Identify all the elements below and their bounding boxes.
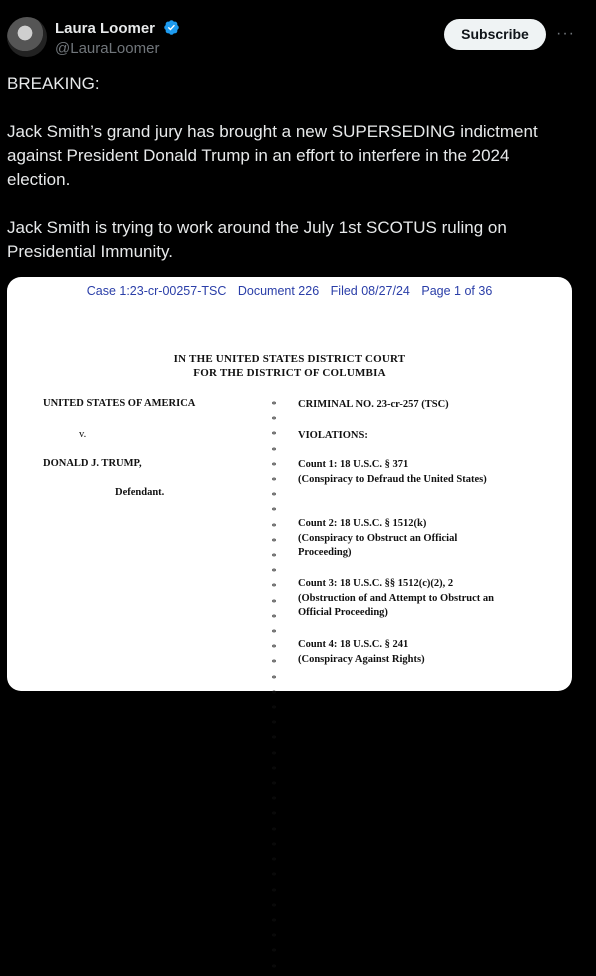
- count-title: Count 1: 18 U.S.C. § 371: [298, 459, 409, 470]
- tweet-paragraph: Jack Smith’s grand jury has brought a new SUPERSEDING indictment against President Donald Trump in an effort to interfere in the 2024 election.: [7, 122, 538, 189]
- document-number: Document 226: [237, 284, 320, 298]
- count-3: [298, 577, 498, 621]
- case-number: Case 1:23-cr-00257-TSC: [86, 284, 227, 298]
- criminal-number: CRIMINAL NO. 23-cr-257 (TSC): [298, 399, 449, 410]
- filed-date: Filed 08/27/24: [330, 284, 410, 298]
- count-title: Count 2: 18 U.S.C. § 1512(k): [298, 518, 427, 529]
- document-header: [7, 284, 572, 298]
- count-title: Count 3: 18 U.S.C. §§ 1512(c)(2), 2: [298, 578, 454, 589]
- count-description: (Conspiracy to Obstruct an Official Proceeding): [298, 532, 458, 558]
- page-number: Page 1 of 36: [421, 284, 493, 298]
- court-title-line2: FOR THE DISTRICT OF COLUMBIA: [193, 367, 386, 379]
- defendant-name: DONALD J. TRUMP,: [43, 458, 142, 469]
- count-2: [298, 517, 498, 561]
- count-description: (Conspiracy to Defraud the United States): [298, 473, 487, 485]
- avatar[interactable]: [7, 17, 47, 57]
- count-description: (Obstruction of and Attempt to Obstruct an Official Proceeding): [298, 592, 494, 618]
- count-description: (Conspiracy Against Rights): [298, 653, 425, 665]
- court-title-line1: IN THE UNITED STATES DISTRICT COURT: [173, 353, 406, 365]
- caption-divider: * * * * * * * * * * * * * * * * * * * * * * * * * * * * * * * * * * * * * *: [271, 400, 277, 974]
- tweet-paragraph: BREAKING:: [7, 74, 100, 93]
- tweet-text: [7, 72, 577, 288]
- verified-badge-icon: [163, 19, 180, 36]
- subscribe-button[interactable]: Subscribe: [444, 19, 546, 50]
- defendant-label: Defendant.: [115, 487, 165, 498]
- plaintiff: UNITED STATES OF AMERICA: [43, 398, 196, 409]
- document-image[interactable]: [7, 277, 572, 974]
- count-4: [298, 638, 498, 667]
- count-title: Count 4: 18 U.S.C. § 241: [298, 639, 409, 650]
- author-handle[interactable]: @LauraLoomer: [55, 40, 160, 57]
- author-name-text[interactable]: Laura Loomer: [55, 20, 156, 37]
- tweet-paragraph: Jack Smith is trying to work around the July 1st SCOTUS ruling on Presidential Immunity.: [7, 218, 507, 261]
- more-options-icon[interactable]: ···: [556, 25, 575, 42]
- versus: v.: [79, 429, 87, 440]
- violations-label: VIOLATIONS:: [298, 430, 368, 441]
- count-1: [298, 458, 498, 487]
- author-name[interactable]: [55, 19, 180, 37]
